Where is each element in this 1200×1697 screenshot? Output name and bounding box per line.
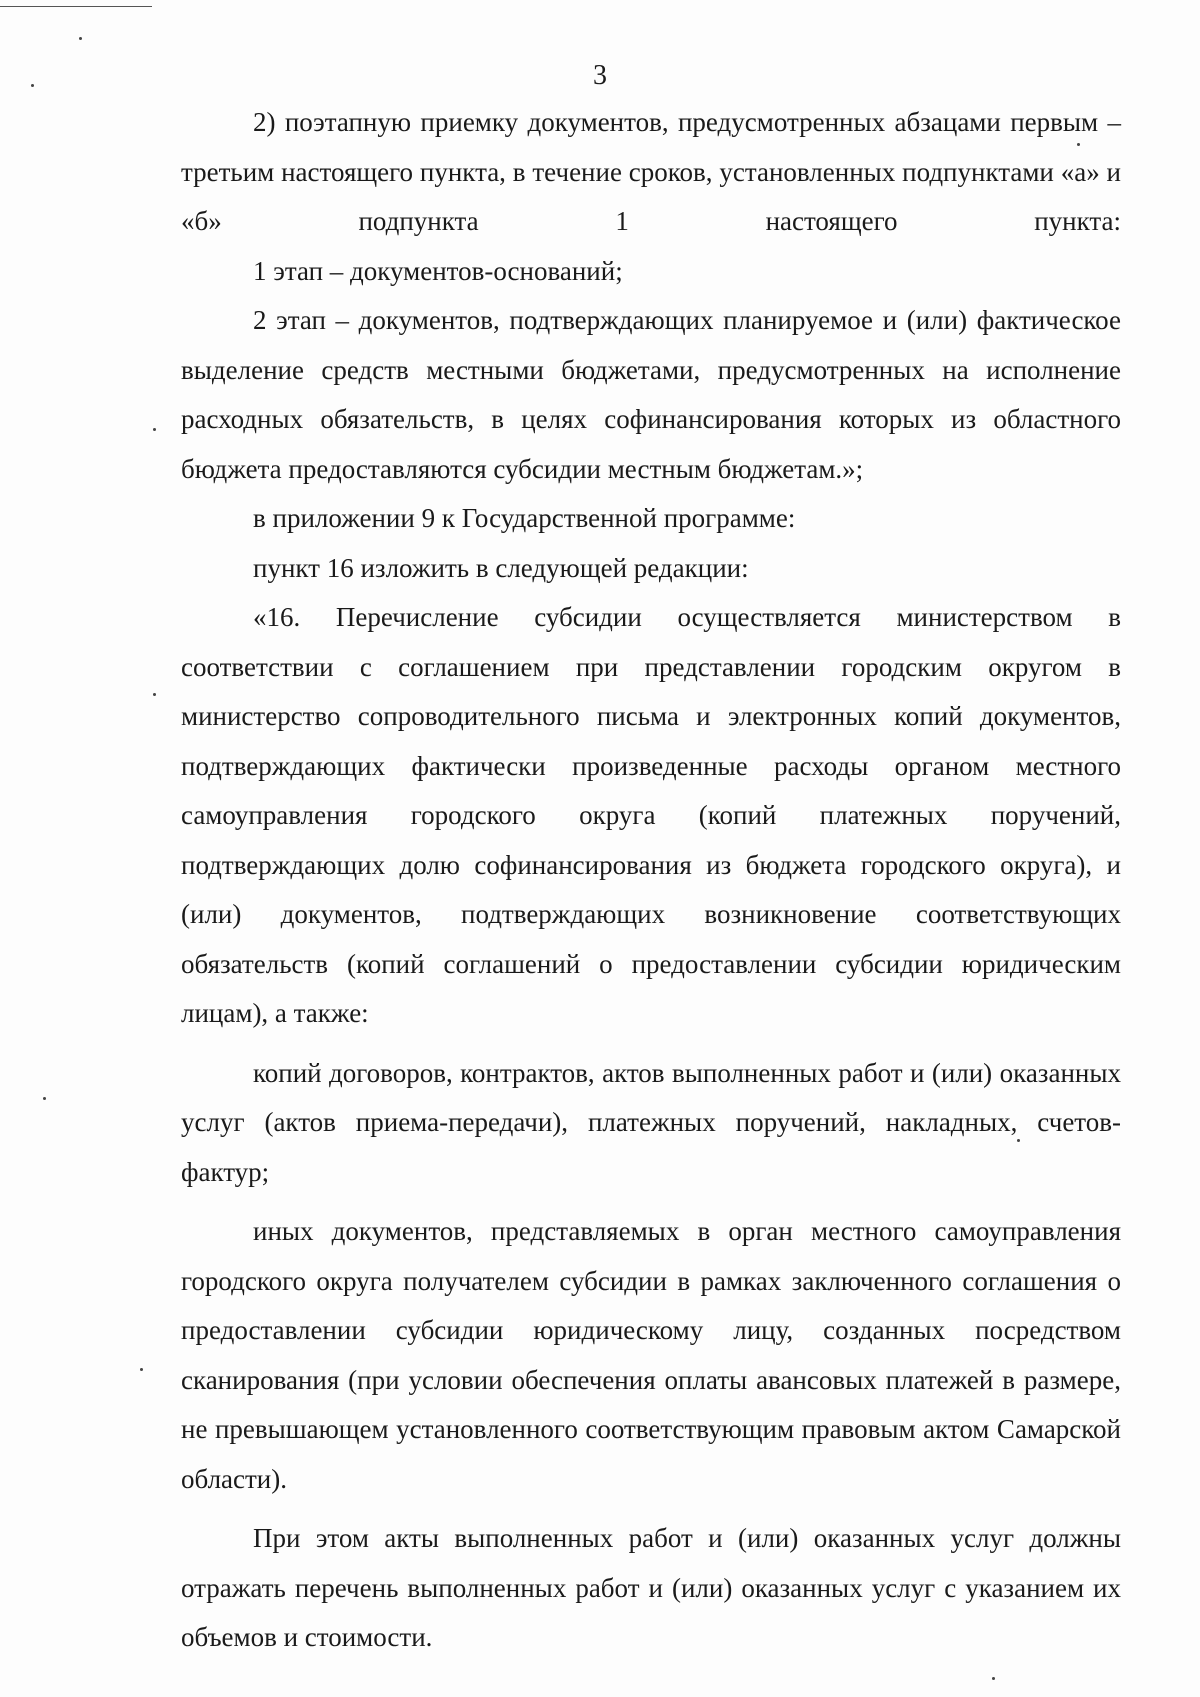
scan-speck <box>140 1368 143 1371</box>
page-number: 3 <box>593 60 607 91</box>
document-body <box>181 98 1121 1663</box>
scan-speck <box>153 428 156 431</box>
paragraph-contract-copies: копий договоров, контрактов, актов выполненных работ и (или) оказанных услуг (актов приема-передачи), платежных поручений, накладных, счетов-фактур; <box>181 1057 1121 1187</box>
paragraph-stage-1: 1 этап – документов-оснований; <box>253 255 623 286</box>
paragraph-stage-acceptance: 2) поэтапную приемку документов, предусмотренных абзацами первым – третьим настоящего пункта, в течение сроков, установленных подпунктами «а» и «б» подпункта 1 настоящего пункта: <box>181 107 1121 236</box>
scan-edge-line <box>0 6 152 7</box>
paragraph-point-16: пункт 16 изложить в следующей редакции: <box>253 552 749 583</box>
paragraph-subsidy-transfer: «16. Перечисление субсидии осуществляется министерством в соответствии с соглашением при представлении городским округом в министерство сопроводительного письма и электронных копий документов, подтверждающих фактически произведенные расходы органом местного самоуправления городского округа (копий платежных поручений, подтверждающих долю софинансирования из бюджета городского округа), и (или) документов, подтверждающих возникновение соответствующих обязательств (копий соглашений о предоставлении субсидии юридическим лицам), а также: <box>181 602 1121 1028</box>
paragraph-other-documents: иных документов, представляемых в орган местного самоуправления городского округа получателем субсидии в рамках заключенного соглашения о предоставлении субсидии юридическому лицу, созданных посредством сканирования (при условии обеспечения оплаты авансовых платежей в размере, не превышающем установленного соответствующим правовым актом Самарской области). <box>181 1216 1121 1494</box>
scan-speck <box>992 1677 995 1680</box>
scan-speck <box>79 37 82 40</box>
scan-speck <box>153 693 156 696</box>
paragraph-appendix-9: в приложении 9 к Государственной программе: <box>253 503 796 533</box>
paragraph-acts-requirements: При этом акты выполненных работ и (или) оказанных услуг должны отражать перечень выполненных работ и (или) оказанных услуг с указанием их объемов и стоимости. <box>181 1523 1121 1652</box>
scan-speck <box>43 1097 46 1100</box>
paragraph-stage-2: 2 этап – документов, подтверждающих планируемое и (или) фактическое выделение средств местными бюджетами, предусмотренных на исполнение расходных обязательств, в целях софинансирования которых из областного бюджета предоставляются субсидии местным бюджетам.»; <box>181 305 1121 484</box>
